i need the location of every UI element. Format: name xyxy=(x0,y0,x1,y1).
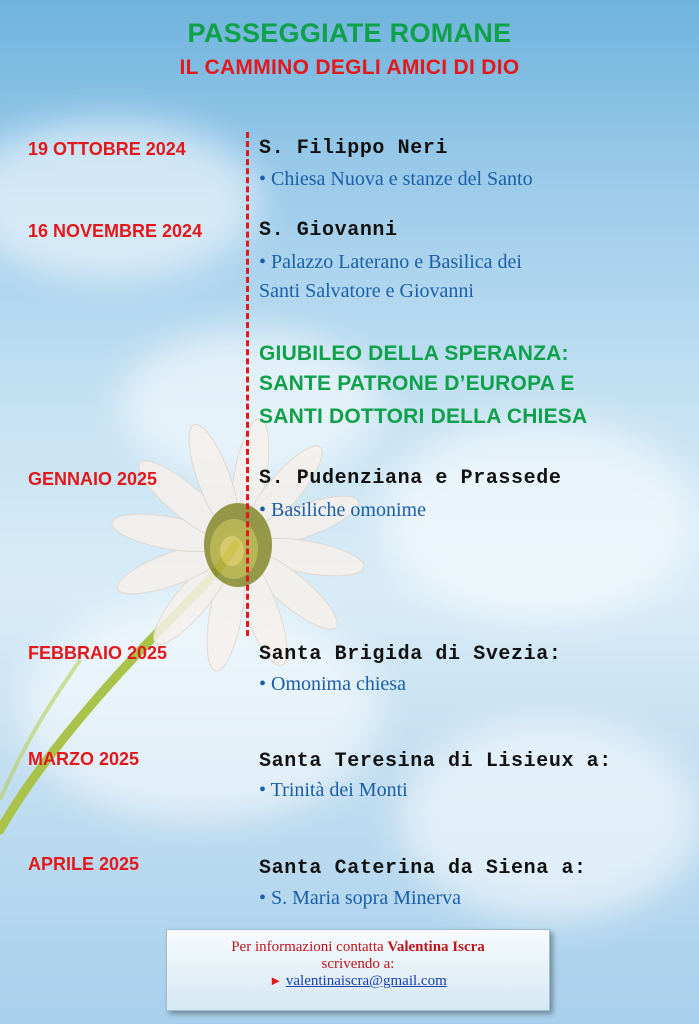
event-detail: • Palazzo Laterano e Basilica dei xyxy=(259,251,522,273)
event-saint: S. Filippo Neri xyxy=(259,137,449,160)
event-saint: S. Pudenziana e Prassede xyxy=(259,467,562,490)
event-date: MARZO 2025 xyxy=(28,749,140,769)
jubilee-heading: GIUBILEO DELLA SPERANZA: xyxy=(259,342,569,365)
event-detail: Santi Salvatore e Giovanni xyxy=(259,280,474,302)
event-date: 16 NOVEMBRE 2024 xyxy=(28,221,203,241)
jubilee-heading: SANTE PATRONE D’EUROPA E xyxy=(259,372,575,395)
event-saint: Santa Caterina da Siena a: xyxy=(259,857,587,880)
event-detail: • Basiliche omonime xyxy=(259,499,426,521)
page-title: PASSEGGIATE ROMANE xyxy=(187,18,512,48)
event-saint: Santa Brigida di Svezia: xyxy=(259,643,562,666)
info-line xyxy=(167,939,549,956)
info-email-line xyxy=(167,973,549,990)
event-date: 19 OTTOBRE 2024 xyxy=(28,139,186,159)
email-link[interactable]: valentinaiscra@gmail.com xyxy=(285,973,447,989)
info-line2: scrivendo a: xyxy=(321,956,395,972)
event-date: APRILE 2025 xyxy=(28,854,140,874)
page-subtitle: IL CAMMINO DEGLI AMICI DI DIO xyxy=(179,56,520,79)
event-detail: • Omonima chiesa xyxy=(259,673,406,695)
jubilee-heading: SANTI DOTTORI DELLA CHIESA xyxy=(259,405,588,428)
event-date: FEBBRAIO 2025 xyxy=(28,643,168,663)
event-detail: • Trinità dei Monti xyxy=(259,779,408,801)
arrow-icon: ► xyxy=(269,973,283,988)
info-box xyxy=(166,929,550,1011)
event-detail: • S. Maria sopra Minerva xyxy=(259,887,461,909)
info-prefix: Per informazioni contatta xyxy=(231,939,384,955)
event-saint: Santa Teresina di Lisieux a: xyxy=(259,750,612,773)
event-date: GENNAIO 2025 xyxy=(28,469,158,489)
event-saint: S. Giovanni xyxy=(259,219,398,242)
timeline-divider xyxy=(246,132,249,636)
contact-name: Valentina Iscra xyxy=(387,939,485,955)
event-detail: • Chiesa Nuova e stanze del Santo xyxy=(259,168,533,190)
